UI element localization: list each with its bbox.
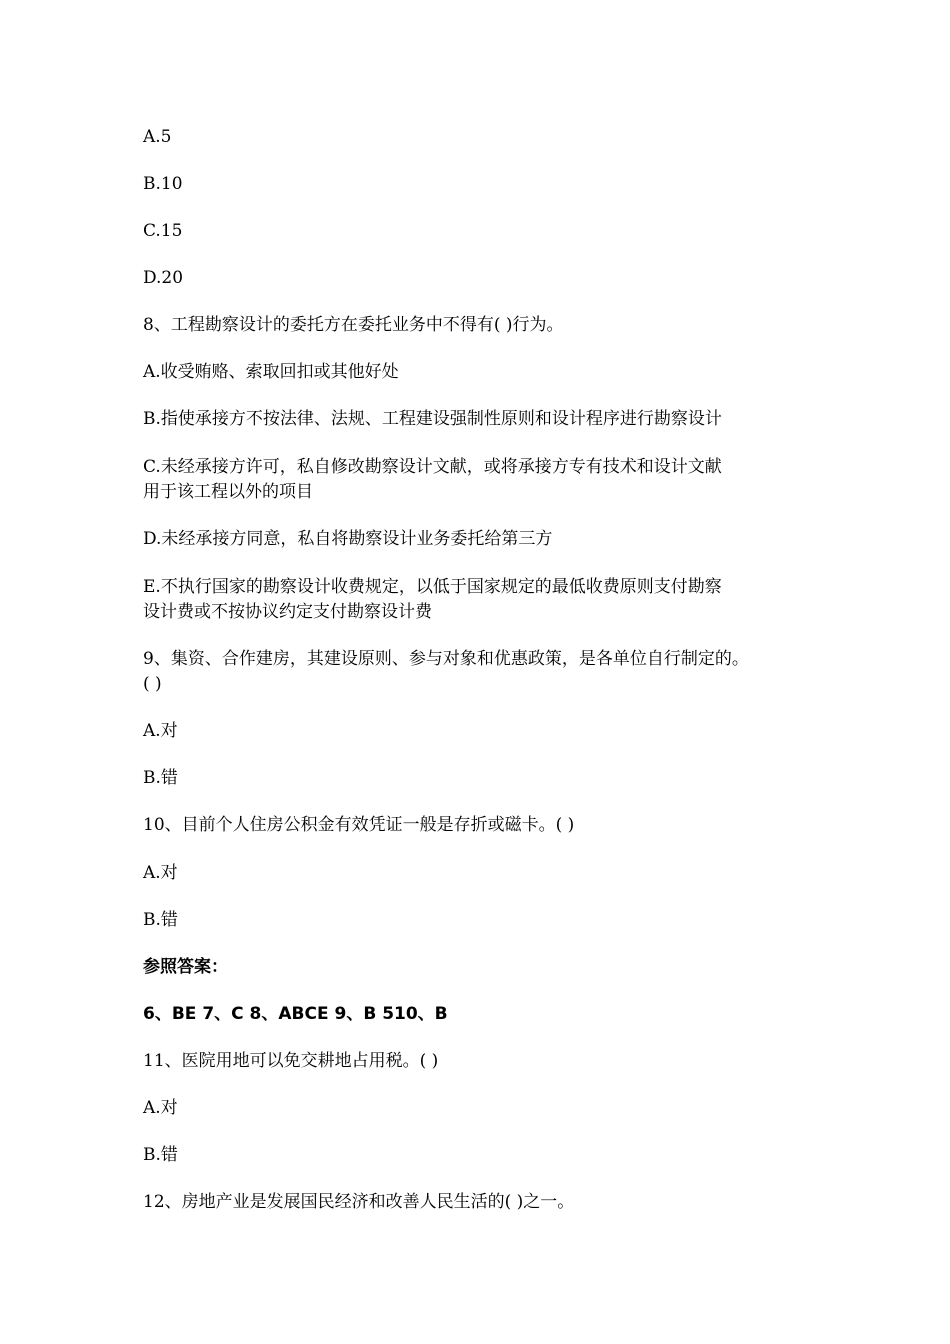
q10-option-a: A.对 — [143, 863, 178, 883]
q8-question: 8、工程勘察设计的委托方在委托业务中不得有( )行为。 — [143, 315, 564, 335]
q8-option-b: B.指使承接方不按法律、法规、工程建设强制性原则和设计程序进行勘察设计 — [143, 409, 722, 429]
q8-option-e-line1: E.不执行国家的勘察设计收费规定，以低于国家规定的最低收费原则支付勘察 — [143, 577, 722, 597]
q9-question-line1: 9、集资、合作建房，其建设原则、参与对象和优惠政策，是各单位自行制定的。 — [143, 649, 749, 669]
q10-question: 10、目前个人住房公积金有效凭证一般是存折或磁卡。( ) — [143, 815, 575, 835]
q10-option-b: B.错 — [143, 910, 178, 930]
q7-option-b: B.10 — [143, 174, 183, 194]
q7-option-c: C.15 — [143, 221, 183, 241]
q11-option-b: B.错 — [143, 1145, 178, 1165]
q11-option-a: A.对 — [143, 1098, 178, 1118]
q7-option-d: D.20 — [143, 268, 184, 288]
q7-option-a: A.5 — [143, 127, 172, 147]
q8-option-c-line1: C.未经承接方许可，私自修改勘察设计文献，或将承接方专有技术和设计文献 — [143, 457, 722, 477]
q11-question: 11、医院用地可以免交耕地占用税。( ) — [143, 1051, 439, 1071]
q8-option-d: D.未经承接方同意，私自将勘察设计业务委托给第三方 — [143, 529, 553, 549]
q9-option-b: B.错 — [143, 768, 178, 788]
q9-question-line2: ( ) — [143, 674, 162, 694]
q8-option-a: A.收受贿赂、索取回扣或其他好处 — [143, 362, 399, 382]
answers-text: 6、BE 7、C 8、ABCE 9、B 510、B — [143, 1004, 448, 1024]
q9-option-a: A.对 — [143, 721, 178, 741]
q8-option-e-line2: 设计费或不按协议约定支付勘察设计费 — [143, 602, 432, 622]
q12-question: 12、房地产业是发展国民经济和改善人民生活的( )之一。 — [143, 1192, 575, 1212]
q8-option-c-line2: 用于该工程以外的项目 — [143, 482, 313, 502]
answers-heading: 参照答案： — [143, 957, 228, 977]
